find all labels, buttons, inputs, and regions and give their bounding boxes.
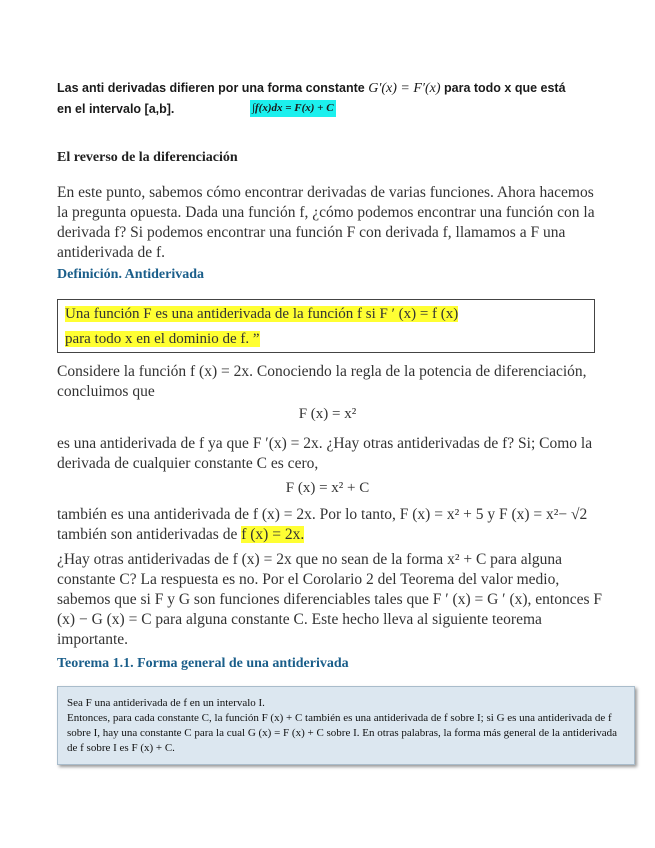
intro-expression: G′(x) = F′(x) xyxy=(368,81,441,96)
theorem-title: Teorema 1.1. Forma general de una antiderivada xyxy=(57,656,349,671)
definition-line-2: para todo x en el dominio de f. ” xyxy=(65,331,260,347)
intro-text-2: para todo x que está xyxy=(440,81,566,95)
intro-text-3: en el intervalo [a,b]. xyxy=(57,102,175,116)
paragraph-5: ¿Hay otras antiderivadas de f (x) = 2x que no sean de la forma x² + C para alguna constante C? La respuesta es no. Por el Corolario 2 del Teorema del valor medio, sabemos que si F y G son funciones diferenciables tales que F ′ (x) = G ′ (x), entonces F (x) − G (x) = C para alguna constante C. Este hecho lleva al siguiente teorema importante. xyxy=(57,551,602,648)
equation-1: F (x) = x² xyxy=(298,406,357,422)
theorem-body: Entonces, para cada constante C, la función F (x) + C también es una antiderivada de f sobre I; si G es una antiderivada de f sobre I, hay una constante C para la cual G (x) = F (x) + C sobre I. En otras palabras, la forma más general de la antiderivada de f sobre I es F (x) + C. xyxy=(67,712,617,754)
theorem-box xyxy=(57,686,635,765)
paragraph-4-highlight: f (x) = 2x. xyxy=(241,526,305,543)
definition-box xyxy=(57,299,595,353)
paragraph-4 xyxy=(57,505,602,545)
section-heading: El reverso de la diferenciación xyxy=(57,150,238,165)
theorem-line-1: Sea F una antiderivada de f en un intervalo I. xyxy=(67,697,265,709)
paragraph-3: es una antiderivada de f ya que F ′(x) = 2x. ¿Hay otras antiderivadas de f? Si; Como la derivada de cualquier constante C es cero, xyxy=(57,435,593,472)
paragraph-4-text: también es una antiderivada de f (x) = 2x. Por lo tanto, F (x) = x² + 5 y F (x) = x²− √2 también son antiderivadas de xyxy=(57,506,588,543)
paragraph-1: En este punto, sabemos cómo encontrar derivadas de varias funciones. Ahora hacemos la pregunta opuesta. Dada una función f, ¿cómo podemos encontrar una función con la derivada f? Si podemos encontrar una función F con derivada f, llamamos a F una antiderivada de f. xyxy=(57,184,595,261)
definition-line-1: Una función F es una antiderivada de la función f si F ′ (x) = f (x) xyxy=(65,306,459,322)
equation-2: F (x) = x² + C xyxy=(285,480,370,496)
paragraph-2: Considere la función f (x) = 2x. Conociendo la regla de la potencia de diferenciación, concluimos que xyxy=(57,363,587,400)
intro-text-1: Las anti derivadas difieren por una forma constante xyxy=(57,81,369,95)
intro-paragraph xyxy=(57,78,617,120)
integral-formula: ∫f(x)dx = F(x) + C xyxy=(250,100,336,117)
definition-title: Definición. Antiderivada xyxy=(57,267,205,282)
